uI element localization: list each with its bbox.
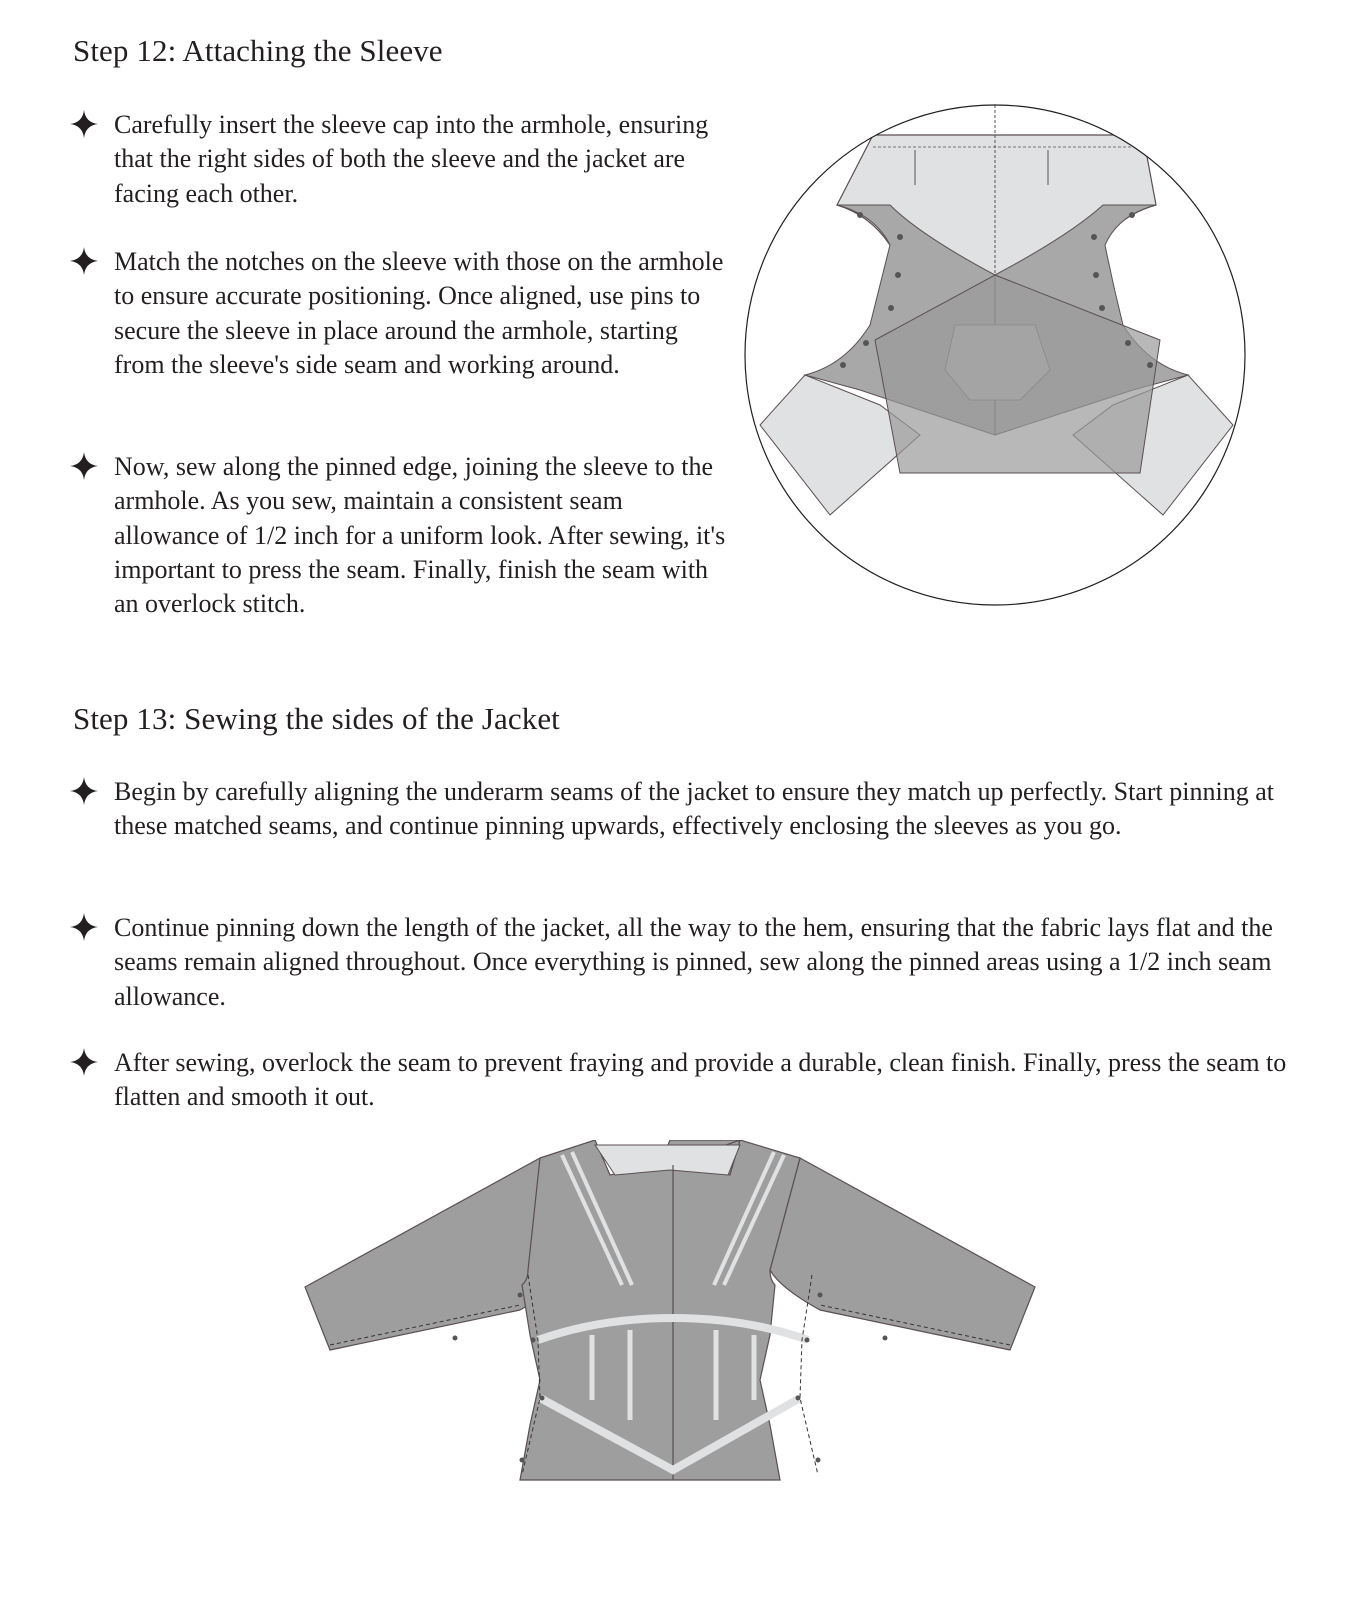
four-point-star-icon bbox=[68, 1046, 100, 1078]
bullet-text: Begin by carefully aligning the underarm seams of the jacket to ensure they match up perfectly. Start pinning at these matched seams, and continue pinning upwards, effectively enclosing the sleeves as you go. bbox=[114, 777, 1274, 841]
bullet-text: Carefully insert the sleeve cap into the armhole, ensuring that the right sides of both the sleeve and the jacket are facing each other. bbox=[114, 110, 709, 208]
right-sleeve bbox=[770, 1158, 1035, 1350]
bullet-text: Match the notches on the sleeve with those on the armhole to ensure accurate positioning. Once aligned, use pins to secure the sleeve in place around the armhole, starting from the sleeve's side seam and working around. bbox=[114, 247, 724, 379]
step-13-bullet-2 bbox=[68, 911, 1298, 1014]
bullet-text: After sewing, overlock the seam to prevent fraying and provide a durable, clean finish. Finally, press the seam to flatten and smooth it out. bbox=[114, 1048, 1287, 1112]
step-13-bullet-3 bbox=[68, 1046, 1298, 1115]
bullet-text: Continue pinning down the length of the jacket, all the way to the hem, ensuring that the fabric lays flat and the seams remain aligned throughout. Once everything is pinned, sew along the pinned areas using a 1/2 inch seam allowance. bbox=[114, 913, 1273, 1011]
pin-head bbox=[1147, 362, 1153, 368]
step-12-bullet-1 bbox=[68, 108, 728, 211]
neckline-facing bbox=[595, 1145, 740, 1175]
sleeve-armhole-illustration bbox=[740, 95, 1250, 615]
pin-head bbox=[840, 362, 846, 368]
four-point-star-icon bbox=[68, 775, 100, 807]
pin-head bbox=[1093, 272, 1099, 278]
four-point-star-icon bbox=[68, 911, 100, 943]
pin-head bbox=[895, 272, 901, 278]
bullet-text: Now, sew along the pinned edge, joining the sleeve to the armhole. As you sew, maintain a consistent seam allowance of 1/2 inch for a uniform look. After sewing, it's important to press the seam. Finally, finish the seam with an overlock stitch. bbox=[114, 452, 726, 619]
pin-head bbox=[1091, 234, 1097, 240]
step-13-bullet-1 bbox=[68, 775, 1298, 844]
step-12-title: Step 12: Attaching the Sleeve bbox=[73, 33, 443, 68]
pin-head bbox=[888, 305, 894, 311]
step-12-bullet-2 bbox=[68, 245, 728, 382]
four-point-star-icon bbox=[68, 245, 100, 277]
pin-head bbox=[1129, 212, 1135, 218]
pin-head bbox=[897, 234, 903, 240]
pin-head bbox=[863, 340, 869, 346]
pin-head bbox=[1099, 305, 1105, 311]
pin-head bbox=[1125, 340, 1131, 346]
jacket-side-seam-illustration bbox=[300, 1140, 1040, 1500]
step-12-bullet-3 bbox=[68, 450, 728, 621]
four-point-star-icon bbox=[68, 108, 100, 140]
step-13-title: Step 13: Sewing the sides of the Jacket bbox=[73, 701, 560, 736]
four-point-star-icon bbox=[68, 450, 100, 482]
pin-head bbox=[857, 212, 863, 218]
